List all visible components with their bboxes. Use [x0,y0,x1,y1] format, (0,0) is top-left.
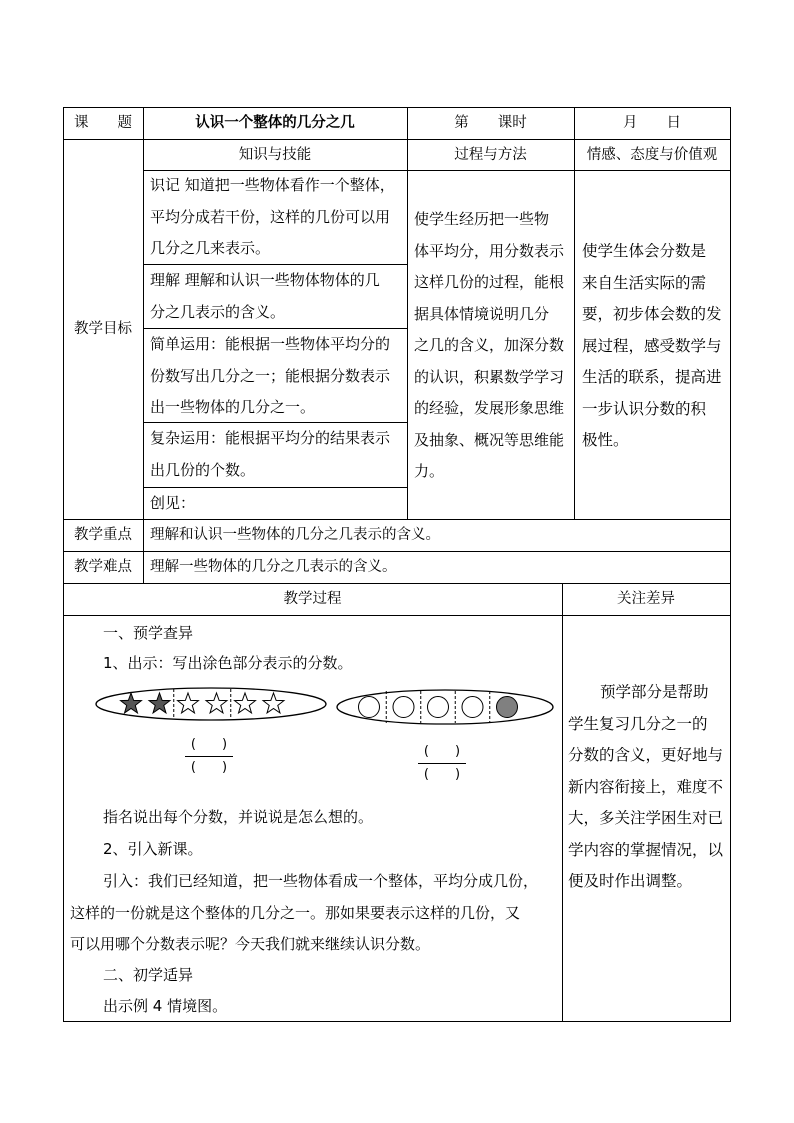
process-text: 使学生经历把一些物 体平均分，用分数表示 这样几份的过程，能根 据具体情境说明几分 之几的含义，加深分数 的认识，积累数学学习 的经验，发展形象思维 及抽象、概况等思维能 力。 [414,210,565,480]
denominator-paren: ( ) [423,767,461,782]
table-border-right [730,107,731,1022]
shaded-star-icon [149,693,170,713]
diff-notes: 预学部分是帮助 学生复习几分之一的 分数的含义，更好地与 新内容衔接上，难度不 大，多关注学困生对已 学内容的掌握情况，以 便及时作出调整。 [568,683,724,890]
shaded-star-icon [121,693,142,713]
circles-figure [335,686,555,728]
star-group [121,693,284,713]
star-icon [178,693,199,713]
fraction-blank-circles[interactable] [416,742,468,785]
rule [562,583,563,1021]
date-label: 月 日 [623,115,681,131]
section-1-title: 一、预学查异 [103,624,194,642]
shaded-circle-icon [497,697,518,718]
topic-label: 课 题 [74,115,132,131]
star-icon [263,693,284,713]
item-1: 1、出示：写出涂色部分表示的分数。 [103,654,353,672]
knowledge-item: 识记 知道把一些物体看作一个整体， 平均分成若干份，这样的几份可以用 几分之几来表示。 [150,176,395,257]
circle-icon [428,697,449,718]
process-header: 教学过程 [283,591,342,607]
circle-icon [393,697,414,718]
lesson-label: 第 课时 [454,115,527,131]
intro-text: 引入：我们已经知道，把一些物体看成一个整体，平均分成几份， 这样的一份就是这个整体的几分之一。那如果要表示这样的几份，又 可以用哪个分数表示呢？今天我们就来继续认识分数。 [70,872,539,953]
star-icon [206,693,227,713]
numerator-paren: ( ) [423,744,461,759]
note-1: 指名说出每个分数，并说说是怎么想的。 [103,808,374,826]
rule [63,615,731,616]
col-knowledge: 知识与技能 [238,147,312,163]
knowledge-item: 简单运用：能根据一些物体平均分的 份数写出几分之一；能根据分数表示 出一些物体的几分之一。 [150,335,391,416]
item-2: 2、引入新课。 [103,840,203,858]
circle-icon [462,697,483,718]
col-process: 过程与方法 [454,147,527,163]
numerator-paren: ( ) [190,737,228,752]
star-icon [235,693,256,713]
circle-icon [359,697,380,718]
difficult-points-label: 教学难点 [74,559,132,575]
fraction-bar [185,756,233,757]
denominator-paren: ( ) [190,760,228,775]
key-points-text: 理解和认识一些物体的几分之几表示的含义。 [150,527,440,543]
diff-header: 关注差异 [617,591,675,607]
circle-group [359,697,518,718]
fraction-blank-stars[interactable] [183,735,235,778]
difficult-points-text: 理解一些物体的几分之几表示的含义。 [150,559,397,575]
rule [143,107,144,583]
section-2-title: 二、初学适异 [103,966,194,984]
topic-title: 认识一个整体的几分之几 [195,115,355,131]
fraction-bar [418,763,466,764]
knowledge-item: 理解 理解和认识一些物体物体的几 分之几表示的含义。 [150,271,380,321]
objectives-label: 教学目标 [74,321,132,337]
stars-figure [94,684,328,724]
knowledge-item: 创见： [150,494,196,512]
knowledge-item: 复杂运用：能根据平均分的结果表示 出几份的个数。 [150,429,391,479]
col-emotion: 情感、态度与价值观 [586,147,718,163]
emotion-text: 使学生体会分数是 来自生活实际的需 要，初步体会数的发 展过程，感受数学与 生活的联系，提高进 一步认识分数的积 极性。 [582,242,722,449]
key-points-label: 教学重点 [74,527,132,543]
example-line: 出示例 4 情境图。 [103,997,228,1015]
